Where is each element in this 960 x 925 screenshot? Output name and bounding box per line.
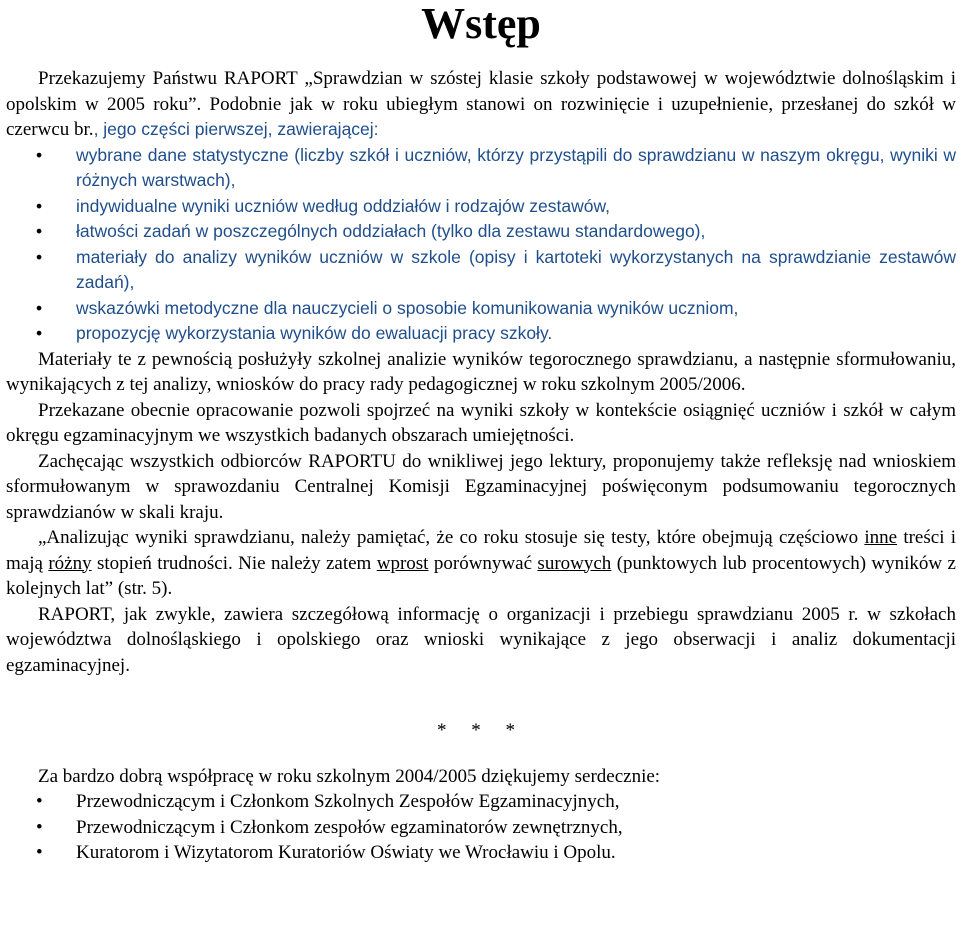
list-item: • indywidualne wyniki uczniów według oddziałów i rodzajów zestawów, — [6, 194, 956, 220]
list-item: • wybrane dane statystyczne (liczby szkół i uczniów, którzy przystąpili do sprawdzianu w naszym okręgu, wyniki w różnych warstwach), — [36, 144, 956, 190]
page-title: Wstęp — [421, 0, 541, 48]
paragraph-quote: „Analizując wyniki sprawdzianu, należy pamiętać, że co roku stosuje się testy, które obejmują częściowo inne treści i mają różny stopień trudności. Nie należy zatem wprost porównywać surowych (punktowych lub procentowych) wyników z kolejnych lat” (str. 5). — [6, 527, 956, 599]
bullet-icon: • — [36, 297, 43, 318]
underlined-word: różny — [48, 552, 92, 574]
section-separator: * * * — [437, 720, 525, 741]
underlined-word: surowych — [537, 552, 612, 574]
list-item: • Przewodniczącym i Członkom Szkolnych Zespołów Egzaminacyjnych, — [6, 789, 956, 815]
list-item: • łatwości zadań w poszczególnych oddziałach (tylko dla zestawu standardowego), — [6, 219, 956, 245]
thanks-intro: Za bardzo dobrą współpracę w roku szkolnym 2004/2005 dziękujemy serdecznie: — [38, 765, 661, 787]
list-item: • wskazówki metodyczne dla nauczycieli o sposobie komunikowania wyników uczniom, — [6, 296, 956, 322]
bullet-icon: • — [36, 144, 43, 165]
list-item: • propozycję wykorzystania wyników do ewaluacji pracy szkoły. — [6, 321, 956, 347]
bullet-icon: • — [36, 246, 43, 267]
bullet-icon: • — [36, 221, 43, 241]
intro-sans-text: , jego części pierwszej, zawierającej: — [93, 119, 379, 139]
underlined-word: wprost — [376, 552, 429, 574]
intro-paragraph — [6, 66, 956, 143]
list-item: • Przewodniczącym i Członkom zespołów egzaminatorów zewnętrznych, — [6, 815, 956, 841]
contents-list — [6, 143, 956, 347]
document-page — [6, 0, 956, 866]
underlined-word: inne — [864, 527, 898, 548]
intro-serif-text: Przekazujemy Państwu RAPORT „Sprawdzian w szóstej klasie szkoły podstawowej w województwie dolnośląskim i opolskim w 2005 roku”. Podobnie jak w roku ubiegłym stanowi on rozwinięcie i uzupełnienie, przesłanej do szkół w czerwcu br. — [6, 68, 956, 140]
paragraph-encouragement: Zachęcając wszystkich odbiorców RAPORTU do wnikliwej jego lektury, proponujemy także refleksję nad wnioskiem sformułowanym w sprawozdaniu Centralnej Komisji Egzaminacyjnej poświęconym podsumowaniu tegorocznych sprawdzianów w skali kraju. — [6, 450, 956, 523]
bullet-icon: • — [36, 195, 43, 216]
thanks-list — [6, 789, 956, 866]
list-item: • materiały do analizy wyników uczniów w szkole (opisy i kartoteki wykorzystanych na sprawdzianie zestawów zadań), — [36, 246, 956, 292]
list-item: • Kuratorom i Wizytatorom Kuratoriów Oświaty we Wrocławiu i Opolu. — [6, 840, 956, 866]
paragraph-context: Przekazane obecnie opracowanie pozwoli spojrzeć na wyniki szkoły w kontekście osiągnięć uczniów i szkół w całym okręgu egzaminacyjnym we wszystkich badanych obszarach umiejętności. — [6, 399, 956, 446]
paragraph-materials: Materiały te z pewnością posłużyły szkolnej analizie wyników tegorocznego sprawdzianu, a następnie sformułowaniu, wynikających z tej analizy, wniosków do pracy rady pedagogicznej w roku szkolnym 2005/2006. — [6, 348, 956, 395]
bullet-icon: • — [36, 323, 43, 343]
intro-section — [6, 66, 956, 347]
bullet-icon: • — [36, 816, 43, 838]
bullet-icon: • — [36, 791, 43, 812]
bullet-icon: • — [36, 842, 43, 863]
paragraph-report: RAPORT, jak zwykle, zawiera szczegółową informację o organizacji i przebiegu sprawdzianu 2005 r. w szkołach województwa dolnośląskiego i opolskiego oraz wnioski wynikające z jego obserwacji i analiz dokumentacji egzaminacyjnej. — [6, 603, 956, 676]
